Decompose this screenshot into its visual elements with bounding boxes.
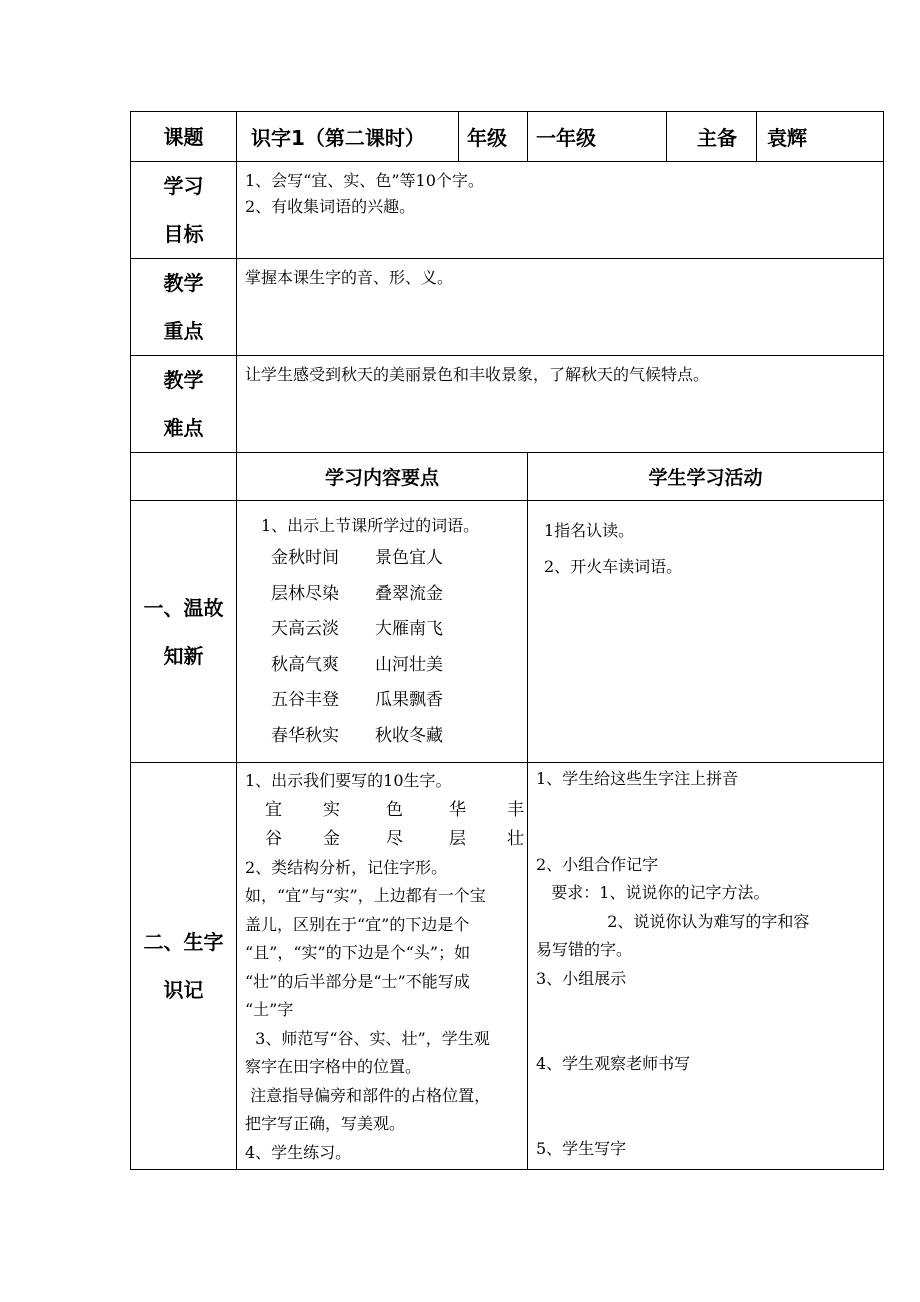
objectives-text (237, 162, 884, 259)
word: 瓜果飘香 (375, 690, 443, 710)
character: 华 (449, 799, 466, 820)
word: 金秋时间 (271, 548, 339, 568)
section2-label (131, 763, 237, 1170)
character-grid (265, 796, 523, 854)
word: 叠翠流金 (375, 583, 443, 604)
difficulty-row (131, 356, 884, 453)
activity-2: 2、小组合作记字 (536, 855, 659, 874)
empty-cell (131, 453, 237, 501)
word: 天高云淡 (271, 619, 339, 639)
objectives-label-1: 学习 (163, 174, 204, 198)
character: 谷 (265, 828, 282, 849)
focus-label (131, 259, 237, 356)
section1-row (131, 501, 884, 763)
content-line-7: “土”字 (245, 1000, 294, 1019)
character: 尽 (386, 828, 403, 849)
section1-activities (528, 501, 884, 763)
objectives-label-2: 目标 (163, 222, 204, 246)
difficulty-label (131, 356, 237, 453)
section2-content (237, 763, 528, 1170)
word: 层林尽染 (271, 583, 339, 604)
section2-activities (528, 763, 884, 1170)
content-line-1: 1、出示我们要写的10生字。 (245, 771, 452, 790)
focus-row (131, 259, 884, 356)
content-line-9: 察字在田字格中的位置。 (245, 1057, 422, 1076)
course-value: 识字1（第二课时） (237, 112, 459, 162)
content-line-3: 如，“宜”与“实”，上边都有一个宝 (245, 886, 486, 905)
activity-6: 3、小组展示 (536, 969, 627, 988)
activity-4: 2、说说你认为难写的字和容 (536, 912, 810, 931)
content-line-5: “且”，“实”的下边是个“头”；如 (245, 943, 471, 962)
lead-value: 袁辉 (757, 112, 884, 162)
word: 五谷丰登 (271, 690, 339, 710)
content-line-2: 2、类结构分析，记住字形。 (245, 857, 448, 877)
word: 景色宜人 (375, 548, 443, 568)
content-line-8: 3、师范写“谷、实、壮”，学生观 (245, 1028, 490, 1048)
word: 秋高气爽 (271, 654, 339, 675)
section1-label-1: 一、温故 (143, 595, 224, 620)
activity-7: 4、学生观察老师书写 (536, 1054, 691, 1073)
difficulty-label-1: 教学 (163, 368, 204, 392)
activity-5: 易写错的字。 (536, 940, 633, 959)
activity-8: 5、学生写字 (536, 1139, 627, 1158)
section1-content (237, 501, 528, 763)
section2-label-1: 二、生字 (143, 930, 224, 954)
character: 丰 (507, 799, 524, 820)
focus-label-2: 重点 (163, 319, 204, 343)
character: 宜 (265, 799, 282, 820)
grade-value: 一年级 (528, 112, 667, 162)
content-line-4: 盖儿，区别在于“宜”的下边是个 (245, 914, 470, 934)
activity-1: 1、学生给这些生字注上拼音 (536, 769, 739, 788)
objective-line-1: 1、会写“宜、实、色”等10个字。 (245, 171, 484, 190)
lead-label: 主备 (667, 112, 757, 162)
section2-row (131, 763, 884, 1170)
section2-label-2: 识记 (163, 978, 204, 1002)
word: 大雁南飞 (375, 619, 443, 639)
content-line-6: “壮”的后半部分是“士”不能写成 (245, 971, 470, 991)
content-column-heading: 学习内容要点 (237, 453, 528, 501)
activity-column-heading: 学生学习活动 (528, 453, 884, 501)
difficulty-label-2: 难点 (163, 416, 204, 440)
objectives-label (131, 162, 237, 259)
word: 秋收冬藏 (375, 725, 443, 746)
section1-label-2: 知新 (163, 643, 204, 668)
content-line-10: 注意指导偏旁和部件的占格位置， (245, 1085, 491, 1105)
section1-activity-1: 1指名认读。 (544, 521, 635, 540)
word-list (271, 541, 521, 754)
course-label: 课题 (131, 112, 237, 162)
word: 春华秋实 (271, 725, 339, 746)
character: 层 (449, 828, 466, 849)
content-line-12: 4、学生练习。 (245, 1142, 352, 1162)
focus-label-1: 教学 (163, 271, 204, 295)
character: 壮 (507, 828, 524, 849)
content-line-11: 把字写正确，写美观。 (245, 1114, 406, 1133)
header-row (131, 112, 884, 162)
objectives-row (131, 162, 884, 259)
difficulty-text: 让学生感受到秋天的美丽景色和丰收景象，了解秋天的气候特点。 (237, 356, 884, 453)
word: 山河壮美 (375, 654, 443, 675)
section1-label (131, 501, 237, 763)
activity-3: 要求：1、说说你的记字方法。 (536, 883, 770, 902)
character: 色 (386, 799, 403, 820)
lesson-plan-table (130, 111, 884, 1170)
section1-activity-2: 2、开火车读词语。 (544, 557, 683, 576)
character: 实 (323, 799, 340, 820)
character: 金 (323, 828, 340, 849)
grade-label: 年级 (459, 112, 528, 162)
objective-line-2: 2、有收集词语的兴趣。 (245, 197, 416, 216)
column-header-row (131, 453, 884, 501)
section1-intro: 1、出示上节课所学过的词语。 (261, 516, 480, 535)
focus-text: 掌握本课生字的音、形、义。 (237, 259, 884, 356)
